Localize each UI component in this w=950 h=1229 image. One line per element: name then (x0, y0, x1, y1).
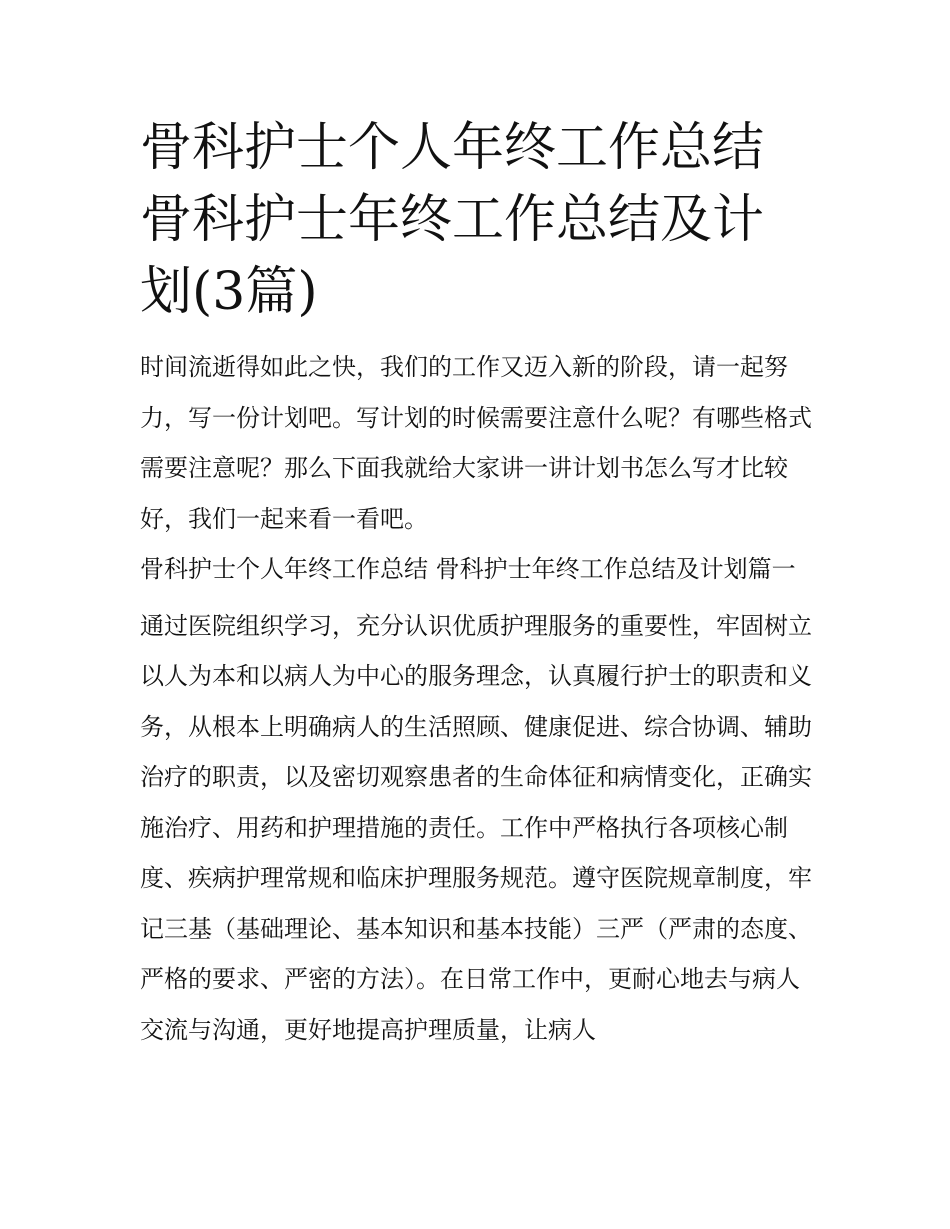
section-heading: 骨科护士个人年终工作总结 骨科护士年终工作总结及计划篇一 (140, 555, 796, 583)
body-paragraph: 通过医院组织学习，充分认识优质护理服务的重要性，牢固树立以人为本和以病人为中心的服务理念，认真履行护士的职责和义务，从根本上明确病人的生活照顾、健康促进、综合协调、辅助治疗的职责，以及密切观察患者的生命体征和病情变化，正确实施治疗、用药和护理措施的责任。工作中严格执行各项核心制度、疾病护理常规和临床护理服务规范。遵守医院规章制度，牢记三基（基础理论、基本知识和基本技能）三严（严肃的态度、严格的要求、严密的方法）。在日常工作中，更耐心地去与病人交流与沟通，更好地提高护理质量，让病人 (140, 611, 812, 1044)
intro-paragraph: 时间流逝得如此之快，我们的工作又迈入新的阶段，请一起努力，写一份计划吧。写计划的时候需要注意什么呢？有哪些格式需要注意呢？那么下面我就给大家讲一讲计划书怎么写才比较好，我们一起来看一看吧。 (140, 353, 812, 533)
document-title: 骨科护士个人年终工作总结 骨科护士年终工作总结及计划(3篇) (140, 118, 765, 322)
document-page (140, 112, 812, 1055)
